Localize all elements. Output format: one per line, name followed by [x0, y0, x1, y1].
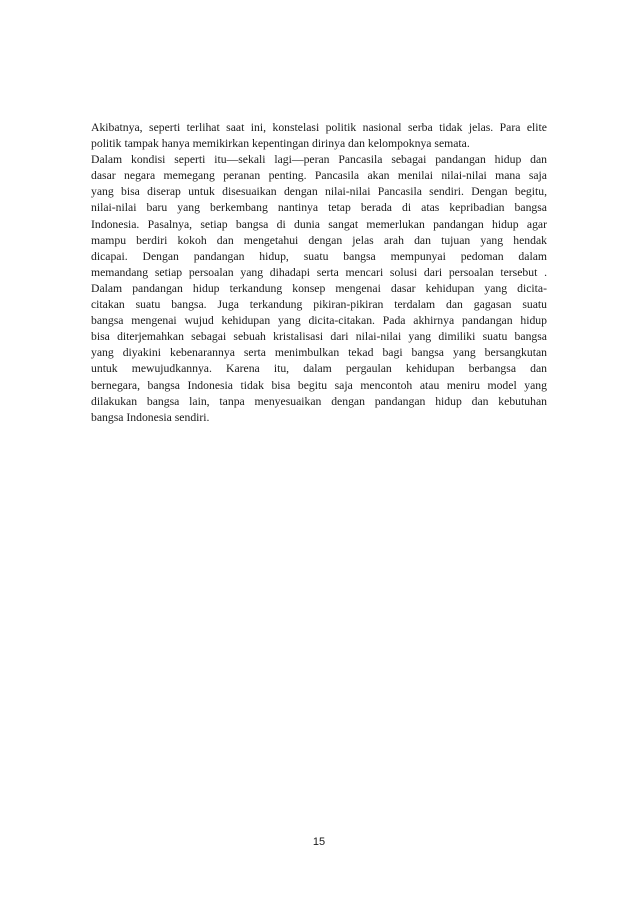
text-line: citakan suatu bangsa. Juga terkandung pikiran-pikiran terdalam dan gagasan suatu — [91, 298, 547, 312]
text-line: dicapai. Dengan pandangan hidup, suatu bangsa mempunyai pedoman dalam — [91, 249, 547, 263]
text-line: yang bisa diserap untuk disesuaikan dengan nilai-nilai Pancasila sendiri. Dengan begitu, — [91, 185, 547, 199]
text-line: Akibatnya, seperti terlihat saat ini, konstelasi politik nasional serba tidak jelas. Para elite — [91, 121, 547, 134]
text-line: bernegara, bangsa Indonesia tidak bisa begitu saja mencontoh atau meniru model yang — [91, 378, 547, 392]
text-line: Indonesia. Pasalnya, setiap bangsa di dunia sangat memerlukan pandangan hidup agar — [91, 217, 547, 231]
body-text — [91, 120, 547, 426]
text-line: Dalam pandangan hidup terkandung konsep mengenai dasar kehidupan yang dicita- — [91, 281, 547, 295]
text-line: politik tampak hanya memikirkan kepentingan dirinya dan kelompoknya semata. — [91, 137, 470, 151]
text-line: Dalam kondisi seperti itu—sekali lagi—peran Pancasila sebagai pandangan hidup dan — [91, 153, 547, 167]
text-line: dasar negara memegang peranan penting. Pancasila akan menilai nilai-nilai mana saja — [91, 169, 547, 183]
text-line: untuk mewujudkannya. Karena itu, dalam pergaulan kehidupan berbangsa dan — [91, 362, 547, 376]
text-line: bisa diterjemahkan sebagai sebuah kristalisasi dari nilai-nilai yang dimiliki suatu bangsa — [91, 330, 547, 344]
text-line: nilai-nilai baru yang berkembang nantinya tetap berada di atas kepribadian bangsa — [91, 201, 547, 215]
text-line: mampu berdiri kokoh dan mengetahui dengan jelas arah dan tujuan yang hendak — [91, 233, 547, 247]
text-line: yang diyakini kebenarannya serta menimbulkan tekad bagi bangsa yang bersangkutan — [91, 346, 547, 360]
text-line: bangsa Indonesia sendiri. — [91, 410, 210, 424]
text-line: memandang setiap persoalan yang dihadapi serta mencari solusi dari persoalan tersebut . — [91, 265, 547, 279]
page-number: 15 — [312, 836, 326, 848]
text-line: dilakukan bangsa lain, tanpa menyesuaikan dengan pandangan hidup dan kebutuhan — [91, 394, 547, 408]
text-line: bangsa mengenai wujud kehidupan yang dicita-citakan. Pada akhirnya pandangan hidup — [91, 314, 547, 328]
